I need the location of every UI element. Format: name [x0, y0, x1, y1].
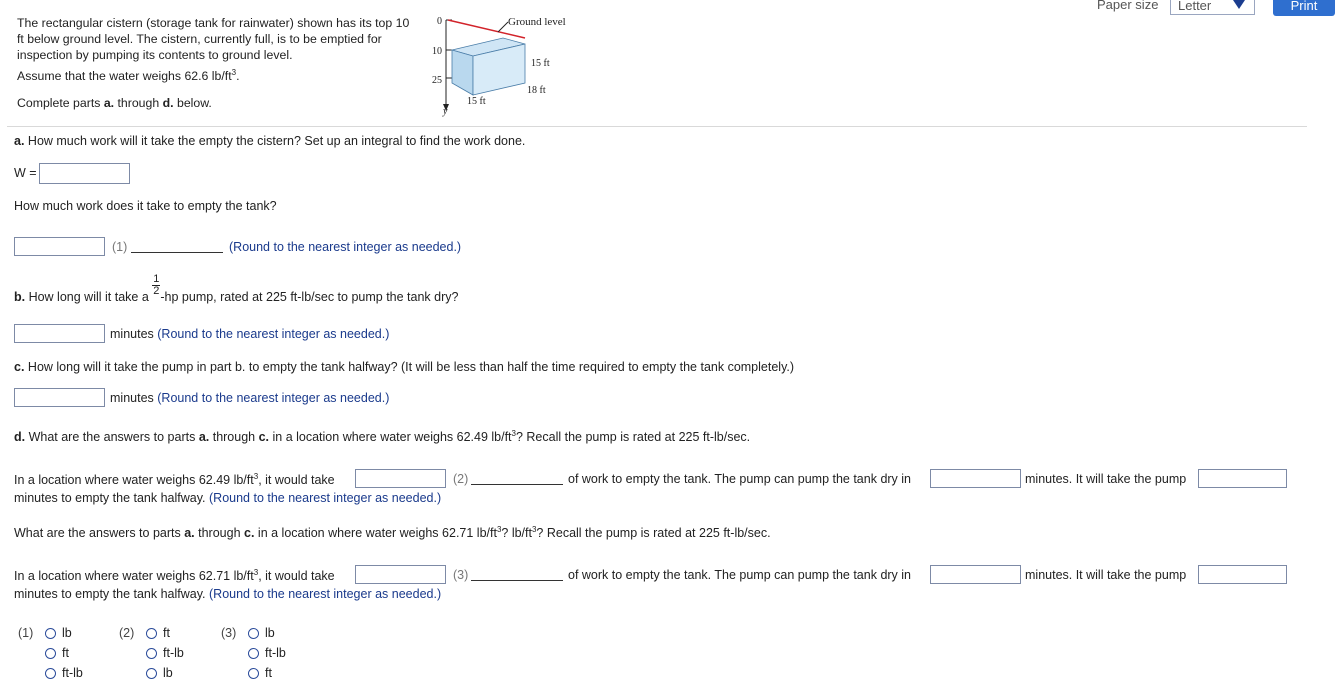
- complete-prefix: Complete parts: [17, 96, 104, 111]
- q2-c: c.: [244, 526, 255, 541]
- q2-mid: in a location where water weighs 62.71 lb/ft: [254, 526, 497, 541]
- width-dim-label: 15 ft: [467, 96, 486, 107]
- y-axis-label: y: [443, 106, 448, 117]
- q2-mid2: ? lb/ft: [501, 526, 532, 541]
- unit-blank-1[interactable]: [131, 252, 223, 253]
- part-a-text: How much work will it take the empty the cistern? Set up an integral to find the work done.: [24, 134, 526, 148]
- row1-work-text: of work to empty the tank. The pump can pump the tank dry in: [568, 472, 912, 486]
- q2-through: through: [194, 526, 244, 541]
- row1-work-input[interactable]: [355, 469, 446, 488]
- paper-size-value: Letter: [1178, 0, 1212, 13]
- option-group-3: [221, 623, 286, 683]
- radio-icon[interactable]: [146, 668, 157, 679]
- tick-10-label: 10: [432, 46, 442, 57]
- radio-icon[interactable]: [146, 648, 157, 659]
- round-note-d2: (Round to the nearest integer as needed.): [209, 587, 442, 601]
- row2-dry-input[interactable]: [930, 565, 1021, 584]
- group-2-label: (2): [119, 626, 135, 640]
- row2-work-text: of work to empty the tank. The pump can pump the tank dry in: [568, 568, 912, 582]
- unit-blank-3[interactable]: [471, 580, 563, 581]
- part-c-minutes: [110, 391, 389, 405]
- part-c-question: [14, 360, 794, 374]
- option-1-lb[interactable]: [45, 626, 72, 640]
- option-2-ftlb-label: ft-lb: [163, 646, 184, 660]
- part-a-question: [14, 134, 525, 148]
- unit-blank-2[interactable]: [471, 484, 563, 485]
- row1-text: [14, 472, 335, 487]
- section-divider: [7, 126, 1307, 127]
- complete-through: through: [114, 96, 163, 111]
- option-2-ftlb[interactable]: [146, 646, 184, 660]
- part-d-suffix: ? Recall the pump is rated at 225 ft-lb/sec.: [515, 430, 751, 445]
- part-a-question-2: How much work does it take to empty the tank?: [14, 199, 277, 213]
- group-1-label: (1): [18, 626, 34, 640]
- row1-dry-input[interactable]: [930, 469, 1021, 488]
- row1-prefix: In a location where water weighs 62.49 lb/ft: [14, 473, 254, 488]
- work-answer-input[interactable]: [14, 237, 105, 256]
- row2-half-input[interactable]: [1198, 565, 1287, 584]
- pump-time-input[interactable]: [14, 324, 105, 343]
- exponent-3: 3: [253, 568, 259, 577]
- radio-icon[interactable]: [45, 668, 56, 679]
- part-c-label: c.: [14, 360, 25, 374]
- q2-suffix: ? Recall the pump is rated at 225 ft-lb/sec.: [536, 526, 771, 541]
- paper-size-select[interactable]: [1170, 0, 1255, 15]
- complete-instructions: [17, 95, 412, 111]
- option-3-lb[interactable]: [248, 626, 275, 640]
- part-d-a: a.: [198, 430, 210, 445]
- row2-line2-text: minutes to empty the tank halfway.: [14, 587, 206, 601]
- option-2-ft[interactable]: [146, 626, 170, 640]
- cistern-front: [452, 50, 473, 95]
- cistern-figure: [420, 8, 590, 118]
- assumption-text: Assume that the water weighs 62.6 lb/ft: [17, 69, 232, 84]
- complete-a: a.: [103, 96, 115, 111]
- problem-assumption: [17, 65, 412, 84]
- unit-ref-2: (2): [453, 472, 469, 486]
- radio-icon[interactable]: [146, 628, 157, 639]
- option-1-lb-label: lb: [62, 626, 72, 640]
- complete-suffix: below.: [173, 96, 212, 111]
- row2-minutes-text: minutes. It will take the pump: [1025, 568, 1187, 582]
- radio-icon[interactable]: [45, 648, 56, 659]
- option-3-ftlb-label: ft-lb: [265, 646, 286, 660]
- row1-line2-text: minutes to empty the tank halfway.: [14, 491, 206, 505]
- ground-level-label: Ground level: [508, 16, 566, 28]
- assumption-suffix: .: [236, 69, 240, 84]
- option-3-lb-label: lb: [265, 626, 275, 640]
- complete-d: d.: [162, 96, 174, 111]
- print-button-label: Print: [1290, 0, 1318, 13]
- option-1-ftlb-label: ft-lb: [62, 666, 83, 680]
- part-d-prefix: What are the answers to parts: [25, 430, 199, 445]
- part-b-question: [14, 272, 458, 312]
- problem-statement: [17, 15, 412, 111]
- chevron-down-icon: [1233, 0, 1245, 9]
- round-note-d1: (Round to the nearest integer as needed.): [209, 491, 442, 505]
- exponent-3: 3: [511, 429, 516, 438]
- option-1-ft[interactable]: [45, 646, 69, 660]
- q2-a: a.: [184, 526, 195, 541]
- option-1-ft-label: ft: [62, 646, 69, 660]
- exponent-3: 3: [253, 472, 259, 481]
- option-2-lb-label: lb: [163, 666, 173, 680]
- row1-minutes-text: minutes. It will take the pump: [1025, 472, 1187, 486]
- option-2-ft-label: ft: [163, 626, 170, 640]
- exponent-3: 3: [231, 68, 237, 77]
- radio-icon[interactable]: [248, 668, 259, 679]
- row1-half-input[interactable]: [1198, 469, 1287, 488]
- option-3-ft[interactable]: [248, 666, 272, 680]
- part-d-question: [14, 429, 750, 444]
- fraction-numerator: 1: [153, 273, 160, 285]
- half-time-input[interactable]: [14, 388, 105, 407]
- part-d-c: c.: [258, 430, 270, 445]
- part-d-mid: in a location where water weighs 62.49 lb/ft: [269, 430, 512, 445]
- option-2-lb[interactable]: [146, 666, 173, 680]
- option-group-1: [18, 623, 83, 683]
- fraction-denominator: 2: [153, 285, 160, 297]
- minutes-label-c: minutes: [110, 391, 154, 405]
- option-3-ft-label: ft: [265, 666, 272, 680]
- option-group-2: [119, 623, 184, 683]
- radio-icon[interactable]: [248, 648, 259, 659]
- work-integral-input[interactable]: [39, 163, 130, 184]
- row1-mid: , it would take: [258, 473, 335, 488]
- part-b-minutes: [110, 327, 389, 341]
- option-3-ftlb[interactable]: [248, 646, 286, 660]
- print-button[interactable]: [1273, 0, 1335, 16]
- unit-ref-3: (3): [453, 568, 469, 582]
- option-1-ftlb[interactable]: [45, 666, 83, 680]
- exponent-3: 3: [531, 525, 537, 534]
- problem-intro: The rectangular cistern (storage tank for rainwater) shown has its top 10 ft below ground level. The cistern, currently full, is to be emptied for inspection by pumping its contents to ground level.: [17, 16, 410, 62]
- part-a-label: a.: [14, 134, 25, 148]
- part-d-label: d.: [14, 430, 26, 445]
- exponent-3: 3: [496, 525, 502, 534]
- part-b-prefix: How long will it take a: [25, 289, 153, 304]
- radio-icon[interactable]: [248, 628, 259, 639]
- row2-work-input[interactable]: [355, 565, 446, 584]
- ground-pointer: [498, 22, 508, 32]
- round-note-c: (Round to the nearest integer as needed.): [157, 391, 390, 405]
- row2-prefix: In a location where water weighs 62.71 lb/ft: [14, 569, 254, 584]
- part-b-label: b.: [14, 289, 26, 304]
- part-c-text: How long will it take the pump in part b. to empty the tank halfway? (It will be less than half the time required to empty the tank completely.): [24, 360, 795, 374]
- part-d-question-2: [14, 525, 771, 540]
- row1-line2: [14, 491, 441, 505]
- w-label: W =: [14, 166, 37, 180]
- q2-prefix: What are the answers to parts: [14, 526, 185, 541]
- part-d-through: through: [209, 430, 259, 445]
- part-b-suffix: -hp pump, rated at 225 ft-lb/sec to pump the tank dry?: [160, 289, 459, 304]
- depth-dim-label: 18 ft: [527, 85, 546, 96]
- unit-ref-1: (1): [112, 240, 128, 254]
- round-note-a: (Round to the nearest integer as needed.): [229, 240, 462, 254]
- height-dim-label: 15 ft: [531, 58, 550, 69]
- group-3-label: (3): [221, 626, 237, 640]
- radio-icon[interactable]: [45, 628, 56, 639]
- paper-size-label: Paper size: [1097, 0, 1159, 12]
- tick-0-label: 0: [437, 16, 442, 27]
- round-note-b: (Round to the nearest integer as needed.): [157, 327, 390, 341]
- row2-mid: , it would take: [258, 569, 335, 584]
- row2-text: [14, 568, 335, 583]
- tick-25-label: 25: [432, 75, 442, 86]
- minutes-label-b: minutes: [110, 327, 154, 341]
- row2-line2: [14, 587, 441, 601]
